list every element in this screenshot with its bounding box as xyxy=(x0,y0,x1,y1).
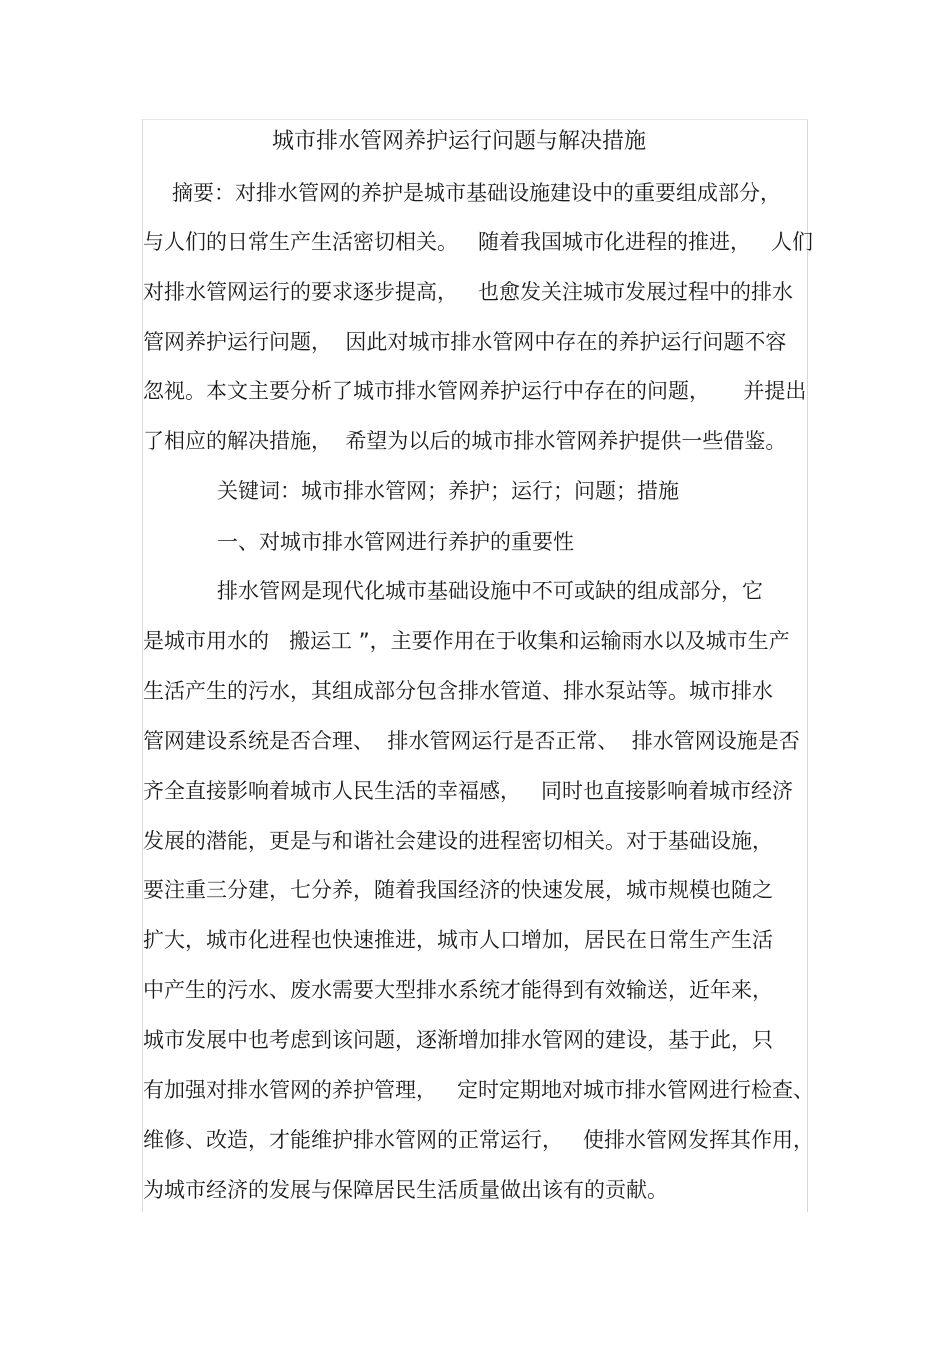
abstract-line: 管网养护运行问题， 因此对城市排水管网中存在的养护运行问题不容 xyxy=(143,330,787,354)
body-line: 是城市用水的 搬运工 ”，主要作用在于收集和运输雨水以及城市生产 xyxy=(143,629,790,653)
document-title: 城市排水管网养护运行问题与解决措施 xyxy=(272,129,647,154)
body-line: 生活产生的污水，其组成部分包含排水管道、排水泵站等。城市排水 xyxy=(143,679,773,703)
abstract-line: 与人们的日常生产生活密切相关。 随着我国城市化进程的推进， 人们 xyxy=(143,230,814,254)
body-line: 为城市经济的发展与保障居民生活质量做出该有的贡献。 xyxy=(143,1178,668,1202)
keywords-line: 关键词：城市排水管网；养护；运行；问题；措施 xyxy=(217,479,679,503)
body-line: 中产生的污水、废水需要大型排水系统才能得到有效输送，近年来， xyxy=(143,978,773,1002)
body-line: 城市发展中也考虑到该问题，逐渐增加排水管网的建设，基于此，只 xyxy=(143,1028,773,1052)
abstract-line: 忽视。本文主要分析了城市排水管网养护运行中存在的问题， 并提出 xyxy=(143,379,807,403)
section-heading: 一、对城市排水管网进行养护的重要性 xyxy=(217,530,574,554)
body-line: 排水管网是现代化城市基础设施中不可或缺的组成部分，它 xyxy=(217,579,763,603)
body-line: 管网建设系统是否合理、 排水管网运行是否正常、 排水管网设施是否 xyxy=(143,729,800,753)
abstract-line: 对排水管网运行的要求逐步提高， 也愈发关注城市发展过程中的排水 xyxy=(143,280,794,304)
abstract-line: 了相应的解决措施， 希望为以后的城市排水管网养护提供一些借鉴。 xyxy=(143,429,787,453)
body-line: 有加强对排水管网的养护管理， 定时定期地对城市排水管网进行检查、 xyxy=(143,1078,815,1102)
body-line: 发展的潜能，更是与和谐社会建设的进程密切相关。对于基础设施， xyxy=(143,829,773,853)
body-line: 要注重三分建，七分养，随着我国经济的快速发展，城市规模也随之 xyxy=(143,878,773,902)
body-line: 维修、改造，才能维护排水管网的正常运行， 使排水管网发挥其作用， xyxy=(143,1128,815,1152)
abstract-line: 摘要：对排水管网的养护是城市基础设施建设中的重要组成部分， xyxy=(172,181,781,205)
body-line: 齐全直接影响着城市人民生活的幸福感， 同时也直接影响着城市经济 xyxy=(143,779,794,803)
body-line: 扩大，城市化进程也快速推进，城市人口增加，居民在日常生产生活 xyxy=(143,928,773,952)
